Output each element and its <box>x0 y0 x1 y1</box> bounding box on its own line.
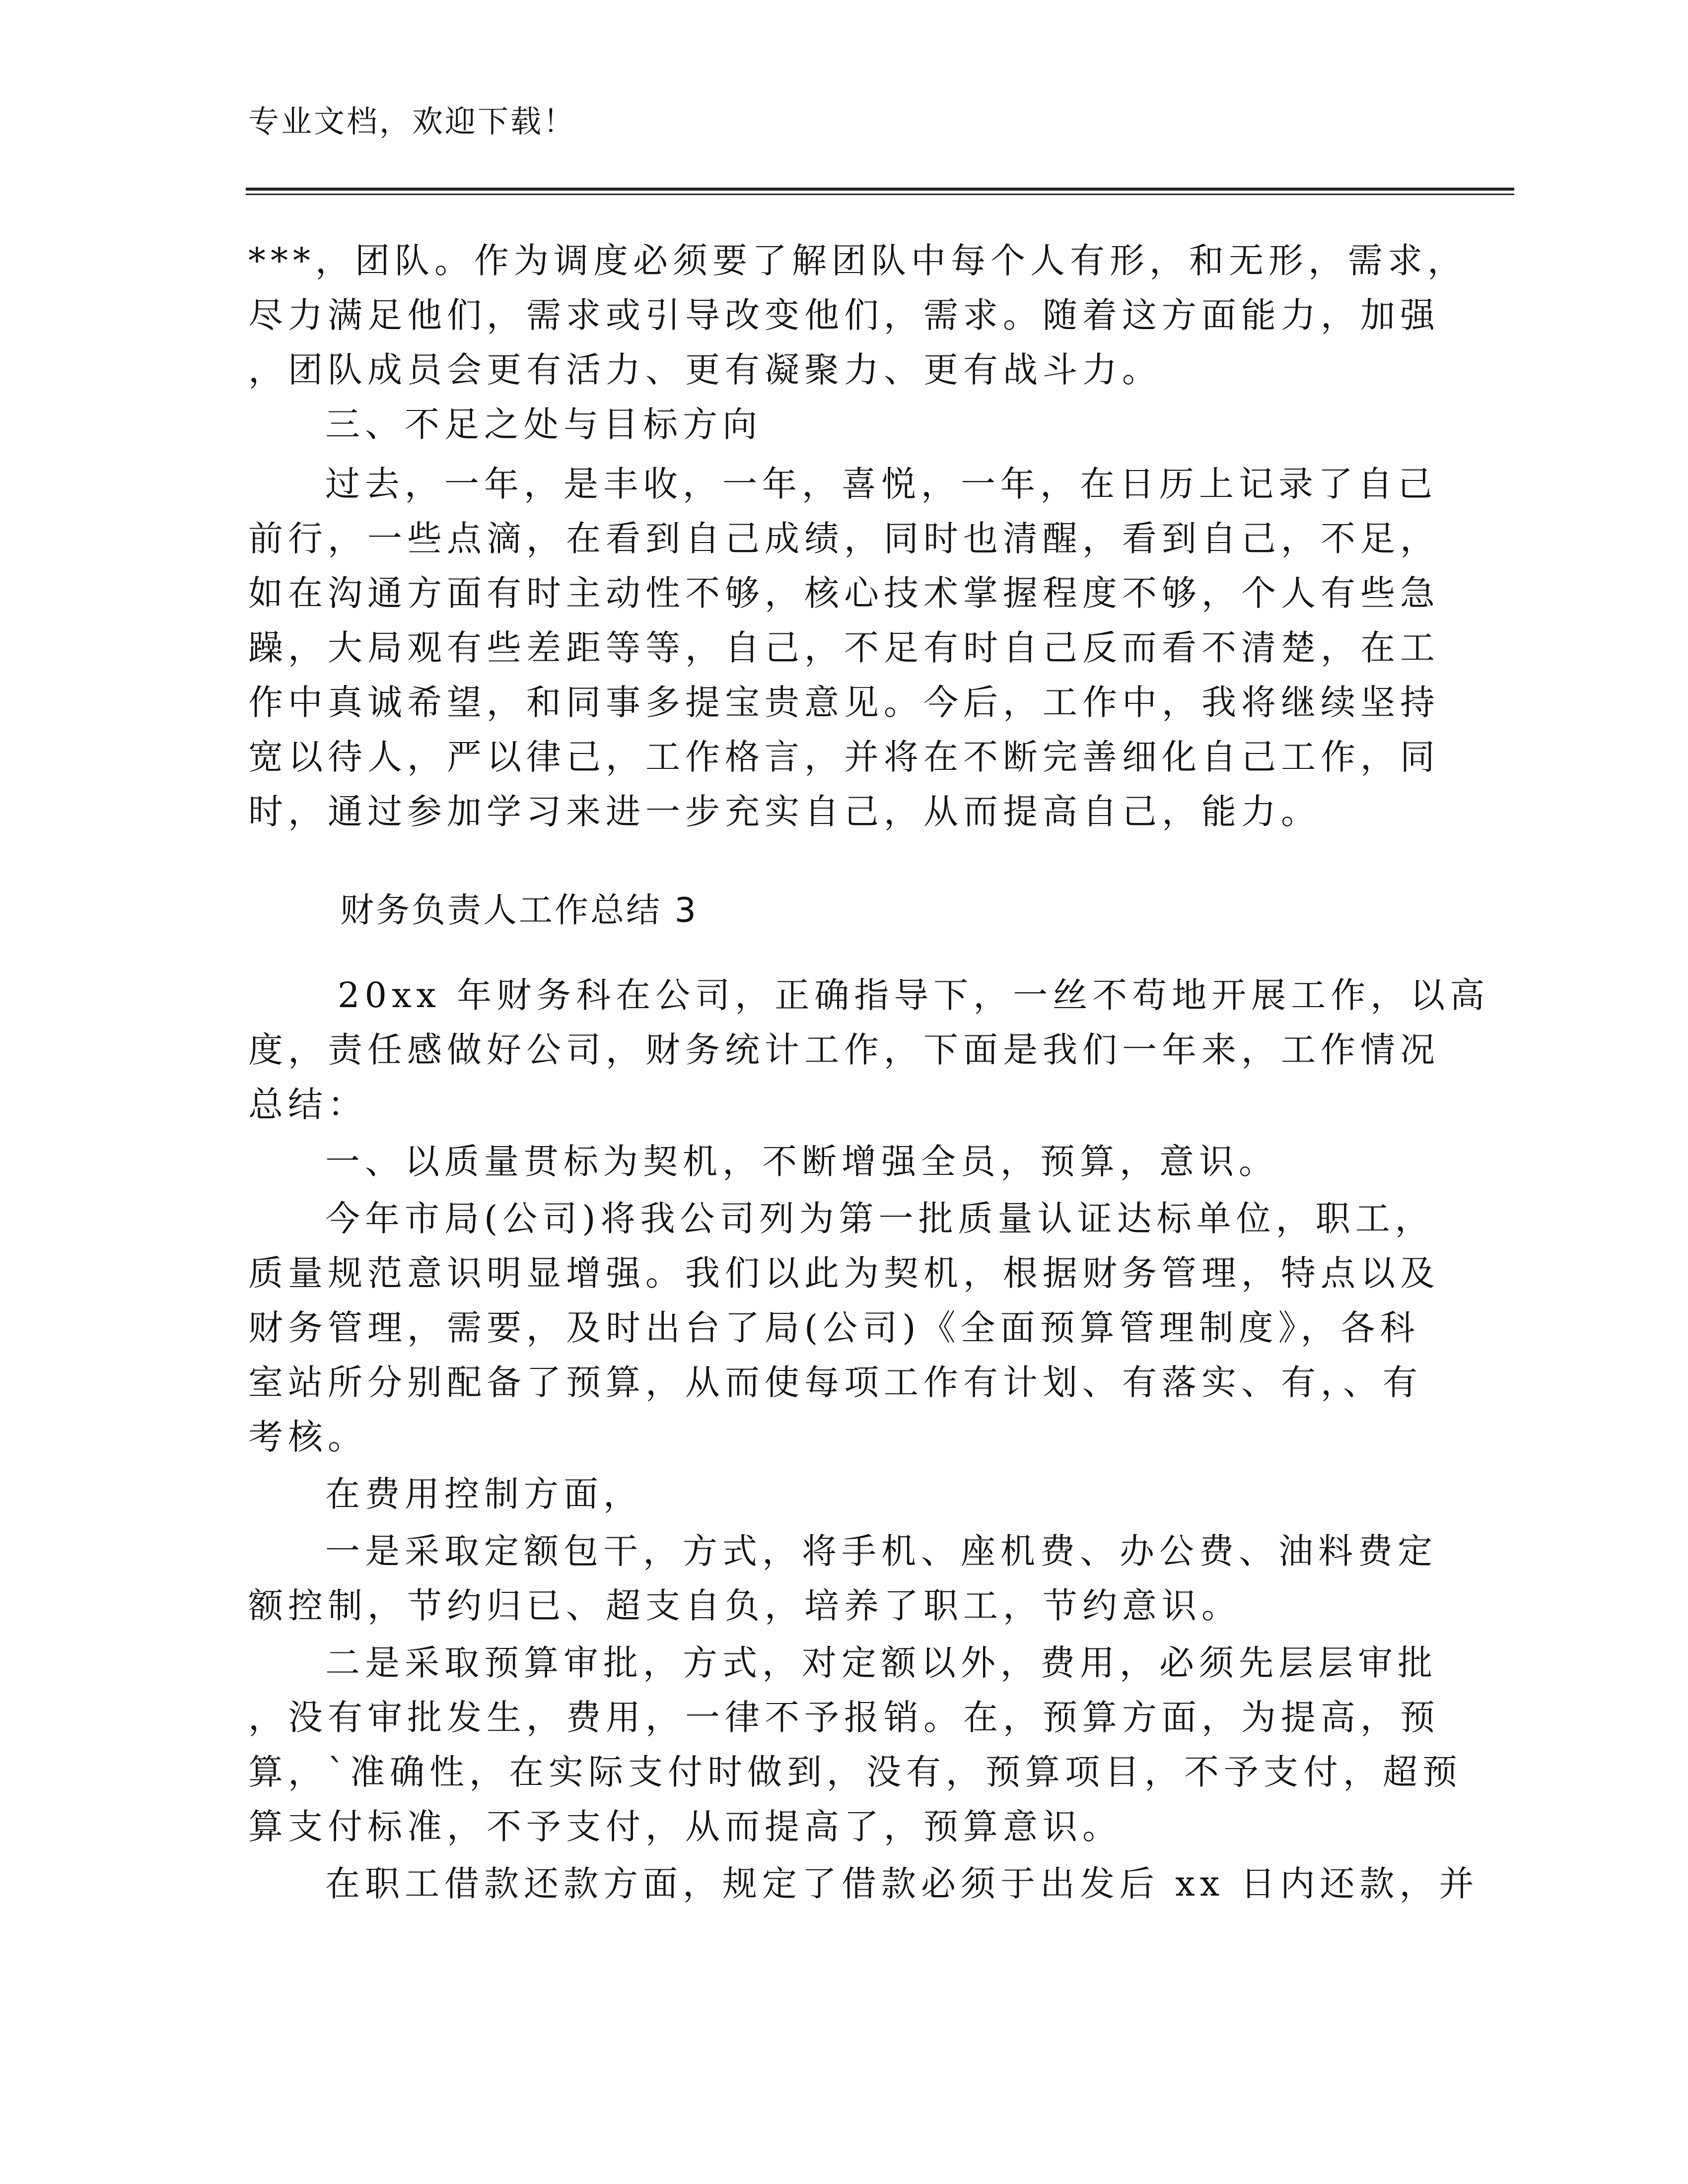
header-rule-thick <box>246 188 1514 191</box>
paragraph-line: 尽力满足他们，需求或引导改变他们，需求。随着这方面能力，加强 <box>248 295 1440 336</box>
section-subheading: 三、不足之处与目标方向 <box>325 404 762 445</box>
paragraph-line: 二是采取预算审批，方式，对定额以外，费用，必须先层层审批 <box>325 1642 1437 1683</box>
paragraph-line: 算支付标准，不予支付，从而提高了，预算意识。 <box>248 1806 1122 1847</box>
paragraph-line: 今年市局(公司)将我公司列为第一批质量认证达标单位，职工， <box>325 1198 1435 1239</box>
paragraph-line: 质量规范意识明显增强。我们以此为契机，根据财务管理，特点以及 <box>248 1253 1440 1294</box>
section-subheading: 一、以质量贯标为契机，不断增强全员，预算，意识。 <box>325 1141 1278 1182</box>
paragraph-line: 考核。 <box>248 1417 367 1457</box>
paragraph-line: 财务管理，需要，及时出台了局(公司)《全面预算管理制度》，各科 <box>248 1307 1420 1348</box>
paragraph-line: 20xx 年财务科在公司，正确指导下，一丝不苟地开展工作，以高 <box>338 975 1490 1016</box>
paragraph-line: 在职工借款还款方面，规定了借款必须于出发后 xx 日内还款，并 <box>325 1863 1479 1904</box>
paragraph-line: 度，责任感做好公司，财务统计工作，下面是我们一年来，工作情况 <box>248 1029 1440 1070</box>
paragraph-line: ，没有审批发生，费用，一律不予报销。在，预算方面，为提高，预 <box>248 1697 1440 1738</box>
paragraph-line: 在费用控制方面， <box>325 1474 643 1514</box>
paragraph-line: 前行，一些点滴，在看到自己成绩，同时也清醒，看到自己，不足， <box>248 518 1440 559</box>
page-header-text: 专业文档，欢迎下载！ <box>248 103 576 139</box>
header-rule-thin <box>246 194 1514 195</box>
paragraph-line: 如在沟通方面有时主动性不够，核心技术掌握程度不够，个人有些急 <box>248 573 1440 614</box>
paragraph-line: 过去，一年，是丰收，一年，喜悦，一年，在日历上记录了自己 <box>325 464 1437 504</box>
paragraph-line: 额控制，节约归已、超支自负，培养了职工，节约意识。 <box>248 1585 1241 1626</box>
paragraph-line: 室站所分别配备了预算，从而使每项工作有计划、有落实、有，、有 <box>248 1362 1422 1403</box>
paragraph-line: 总结： <box>248 1084 367 1125</box>
paragraph-line: 躁，大局观有些差距等等，自己，不足有时自己反而看不清楚，在工 <box>248 627 1440 668</box>
paragraph-line: 一是采取定额包干，方式，将手机、座机费、办公费、油料费定 <box>325 1531 1437 1571</box>
paragraph-line: 时，通过参加学习来进一步充实自己，从而提高自己，能力。 <box>248 791 1321 832</box>
section-title: 财务负责人工作总结 3 <box>340 891 698 930</box>
paragraph-line: 作中真诚希望，和同事多提宝贵意见。今后，工作中，我将继续坚持 <box>248 682 1440 723</box>
paragraph-line: ***，团队。作为调度必须要了解团队中每个人有形，和无形，需求， <box>248 240 1467 281</box>
paragraph-line: ，团队成员会更有活力、更有凝聚力、更有战斗力。 <box>248 349 1162 390</box>
paragraph-line: 宽以待人，严以律己，工作格言，并将在不断完善细化自己工作，同 <box>248 737 1440 777</box>
paragraph-line: 算，`准确性，在实际支付时做到，没有，预算项目，不予支付，超预 <box>248 1752 1462 1792</box>
